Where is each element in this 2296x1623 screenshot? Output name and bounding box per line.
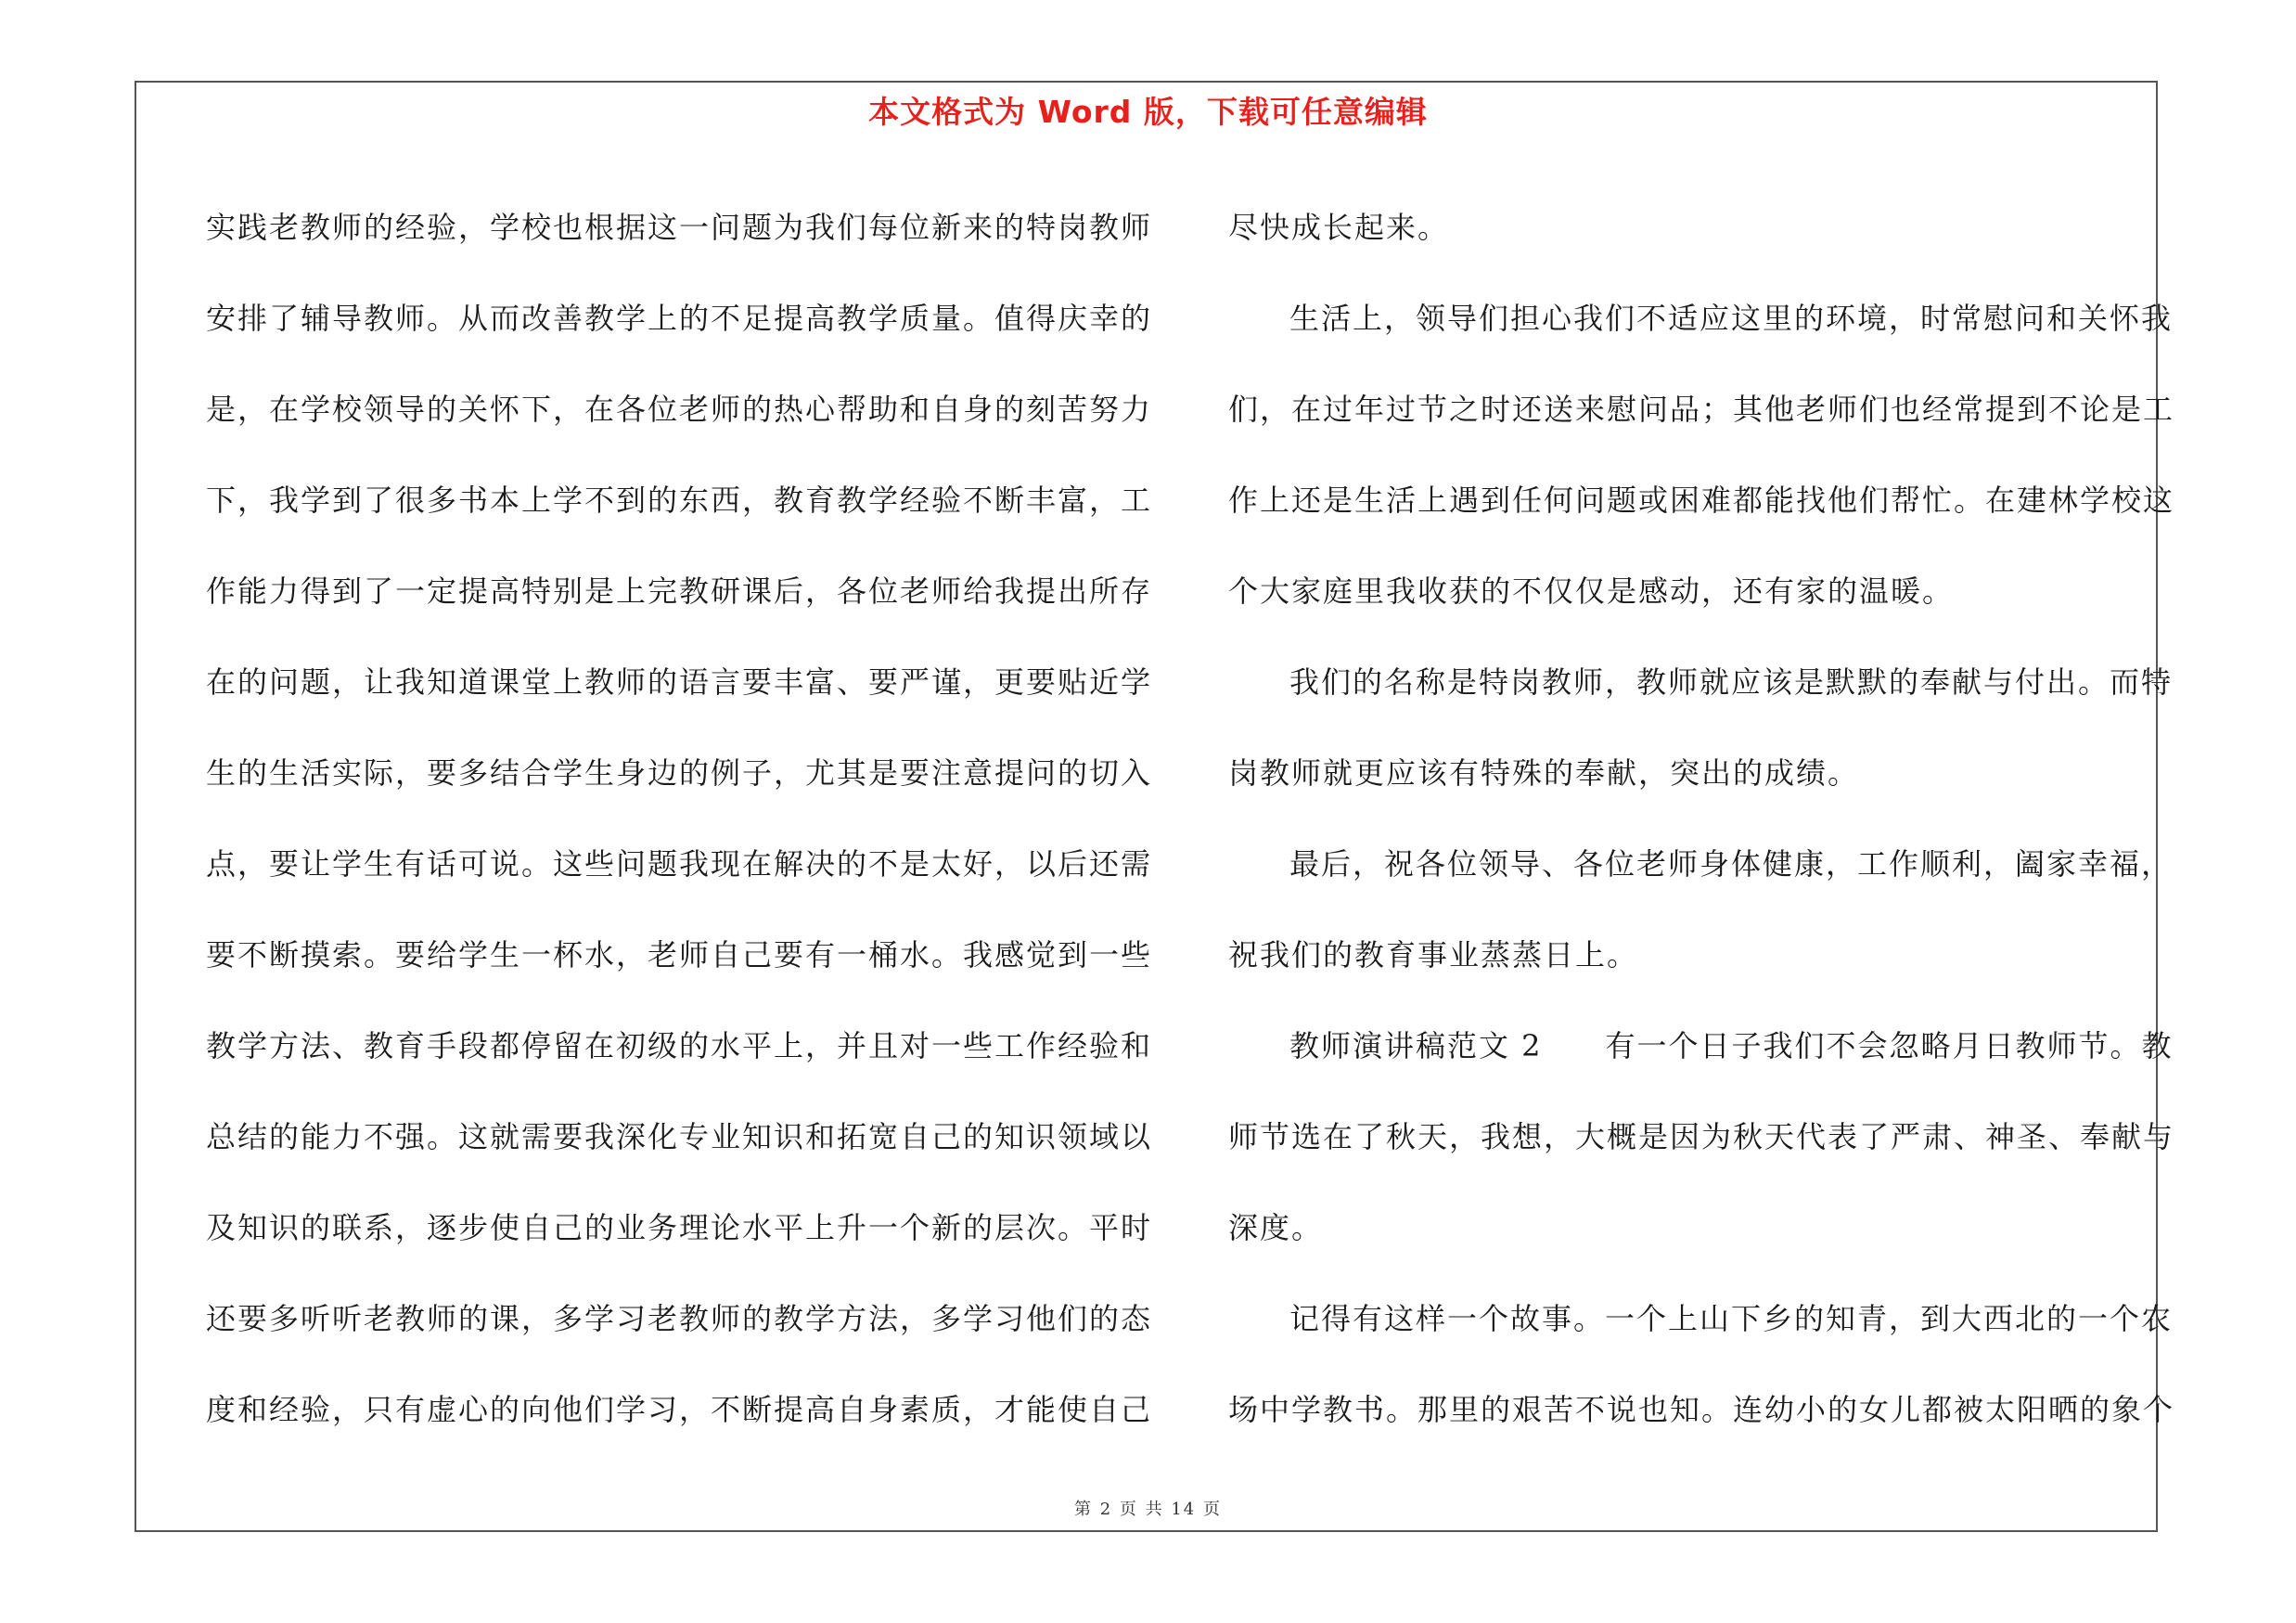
text-line: 在的问题，让我知道课堂上教师的语言要丰富、要严谨，更要贴近学 [206, 664, 1153, 700]
text-line: 生的生活实际，要多结合学生身边的例子，尤其是要注意提问的切入 [206, 755, 1153, 791]
paragraph [1228, 1273, 2175, 1455]
text-line: 最后，祝各位领导、各位老师身体健康，工作顺利，阖家幸福， [1289, 846, 2174, 882]
text-line: 们，在过年过节之时还送来慰问品；其他老师们也经常提到不论是工 [1228, 392, 2175, 427]
text-line: 场中学教书。那里的艰苦不说也知。连幼小的女儿都被太阳晒的象个 [1228, 1392, 2175, 1427]
text-line: 深度。 [1228, 1210, 1324, 1245]
text-line: 度和经验，只有虚心的向他们学习，不断提高自身素质，才能使自己 [206, 1392, 1153, 1427]
paragraph [1228, 818, 2174, 1000]
text-line: 教师演讲稿范文 2 有一个日子我们不会忽略月日教师节。教 [1289, 1028, 2174, 1063]
text-line: 个大家庭里我收获的不仅仅是感动，还有家的温暖。 [1228, 573, 1955, 609]
text-line: 祝我们的教育事业蒸蒸日上。 [1228, 937, 1639, 973]
text-line: 点，要让学生有话可说。这些问题我现在解决的不是太好，以后还需 [206, 846, 1153, 882]
text-line: 岗教师就更应该有特殊的奉献，突出的成绩。 [1228, 755, 1860, 791]
page-indicator: 第 2 页 共 14 页 [1074, 1500, 1222, 1519]
text-line: 总结的能力不强。这就需要我深化专业知识和拓宽自己的知识领域以 [206, 1119, 1153, 1154]
text-line: 记得有这样一个故事。一个上山下乡的知青，到大西北的一个农 [1289, 1301, 2174, 1336]
text-line: 还要多听听老教师的课，多学习老教师的教学方法，多学习他们的态 [206, 1301, 1153, 1336]
left-column [206, 182, 1153, 1455]
paragraph [1228, 1000, 2175, 1273]
text-line: 作上还是生活上遇到任何问题或困难都能找他们帮忙。在建林学校这 [1228, 483, 2175, 518]
paragraph [1228, 637, 2174, 818]
paragraph [206, 182, 1153, 1455]
text-line: 下，我学到了很多书本上学不到的东西，教育教学经验不断丰富，工 [206, 483, 1153, 518]
paragraph [1228, 273, 2175, 637]
text-line: 教学方法、教育手段都停留在初级的水平上，并且对一些工作经验和 [206, 1028, 1153, 1063]
text-line: 生活上，领导们担心我们不适应这里的环境，时常慰问和关怀我 [1289, 301, 2174, 336]
text-line: 实践老教师的经验，学校也根据这一问题为我们每位新来的特岗教师 [206, 210, 1153, 245]
text-line: 要不断摸索。要给学生一杯水，老师自己要有一桶水。我感觉到一些 [206, 937, 1153, 973]
text-line: 师节选在了秋天，我想，大概是因为秋天代表了严肃、神圣、奉献与 [1228, 1119, 2175, 1154]
header-banner: 本文格式为 Word 版，下载可任意编辑 [868, 94, 1428, 130]
right-column [1228, 182, 2175, 1455]
text-line: 及知识的联系，逐步使自己的业务理论水平上升一个新的层次。平时 [206, 1210, 1153, 1245]
text-line: 是，在学校领导的关怀下，在各位老师的热心帮助和自身的刻苦努力 [206, 392, 1153, 427]
paragraph [1228, 182, 2165, 273]
text-line: 安排了辅导教师。从而改善教学上的不足提高教学质量。值得庆幸的 [206, 301, 1153, 336]
text-line: 作能力得到了一定提高特别是上完教研课后，各位老师给我提出所存 [206, 573, 1153, 609]
text-line: 我们的名称是特岗教师，教师就应该是默默的奉献与付出。而特 [1289, 664, 2174, 700]
text-line: 尽快成长起来。 [1228, 210, 1450, 245]
